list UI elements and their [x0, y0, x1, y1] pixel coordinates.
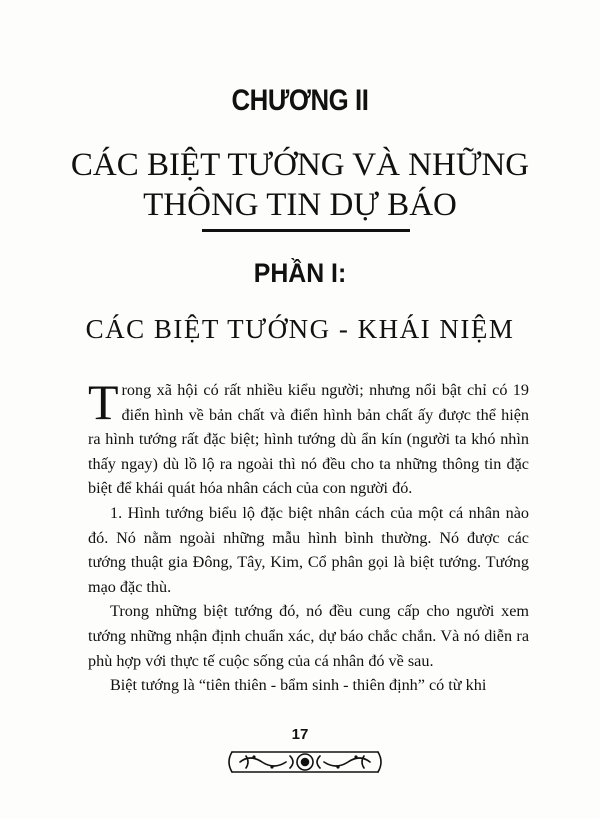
title-underline-rule	[202, 229, 410, 232]
page-number: 17	[291, 726, 309, 743]
drop-cap: T	[88, 374, 119, 430]
part-label: PHẦN I:	[253, 258, 347, 288]
paragraph-1-text: rong xã hội có rất nhiều kiểu người; nhưng nổi bật chỉ có 19 điển hình về bản chất và điển hình bản chất ấy được thể hiện ra hình tướng rất đặc biệt; hình tướng dù ẩn kín (người ta khó nhìn thấy ngay) dù lồ lộ ra ngoài thì nó đều cho ta những thông tin đặc biệt để khái quát hóa nhân cách của con người đó.	[88, 381, 529, 498]
chapter-label: CHƯƠNG II	[231, 84, 369, 117]
paragraph-2: 1. Hình tướng biểu lộ đặc biệt nhân cách của một cá nhân nào đó. Nó nằm ngoài những mẫu hình bình thường. Nó được các tướng thuật gia Đông, Tây, Kim, Cổ phân gọi là biệt tướng. Tướng mạo đặc thù.	[88, 503, 529, 596]
paragraph-4: Biệt tướng là “tiên thiên - bẩm sinh - thiên định” có từ khi	[110, 676, 487, 695]
body-text	[88, 374, 529, 698]
decorative-ornament-icon	[226, 742, 384, 782]
chapter-title-line-1: CÁC BIỆT TƯỚNG VÀ NHỮNG	[70, 147, 530, 183]
part-title: CÁC BIỆT TƯỚNG - KHÁI NIỆM	[85, 314, 515, 344]
chapter-title-line-2: THÔNG TIN DỰ BÁO	[143, 187, 457, 223]
chapter-title	[0, 145, 600, 225]
paragraph-1	[88, 374, 529, 501]
paragraph-3: Trong những biệt tướng đó, nó đều cung cấp cho người xem tướng những nhận định chuẩn xác, dự báo chắc chắn. Và nó diễn ra phù hợp với thực tế cuộc sống của cá nhân đó về sau.	[88, 602, 529, 670]
